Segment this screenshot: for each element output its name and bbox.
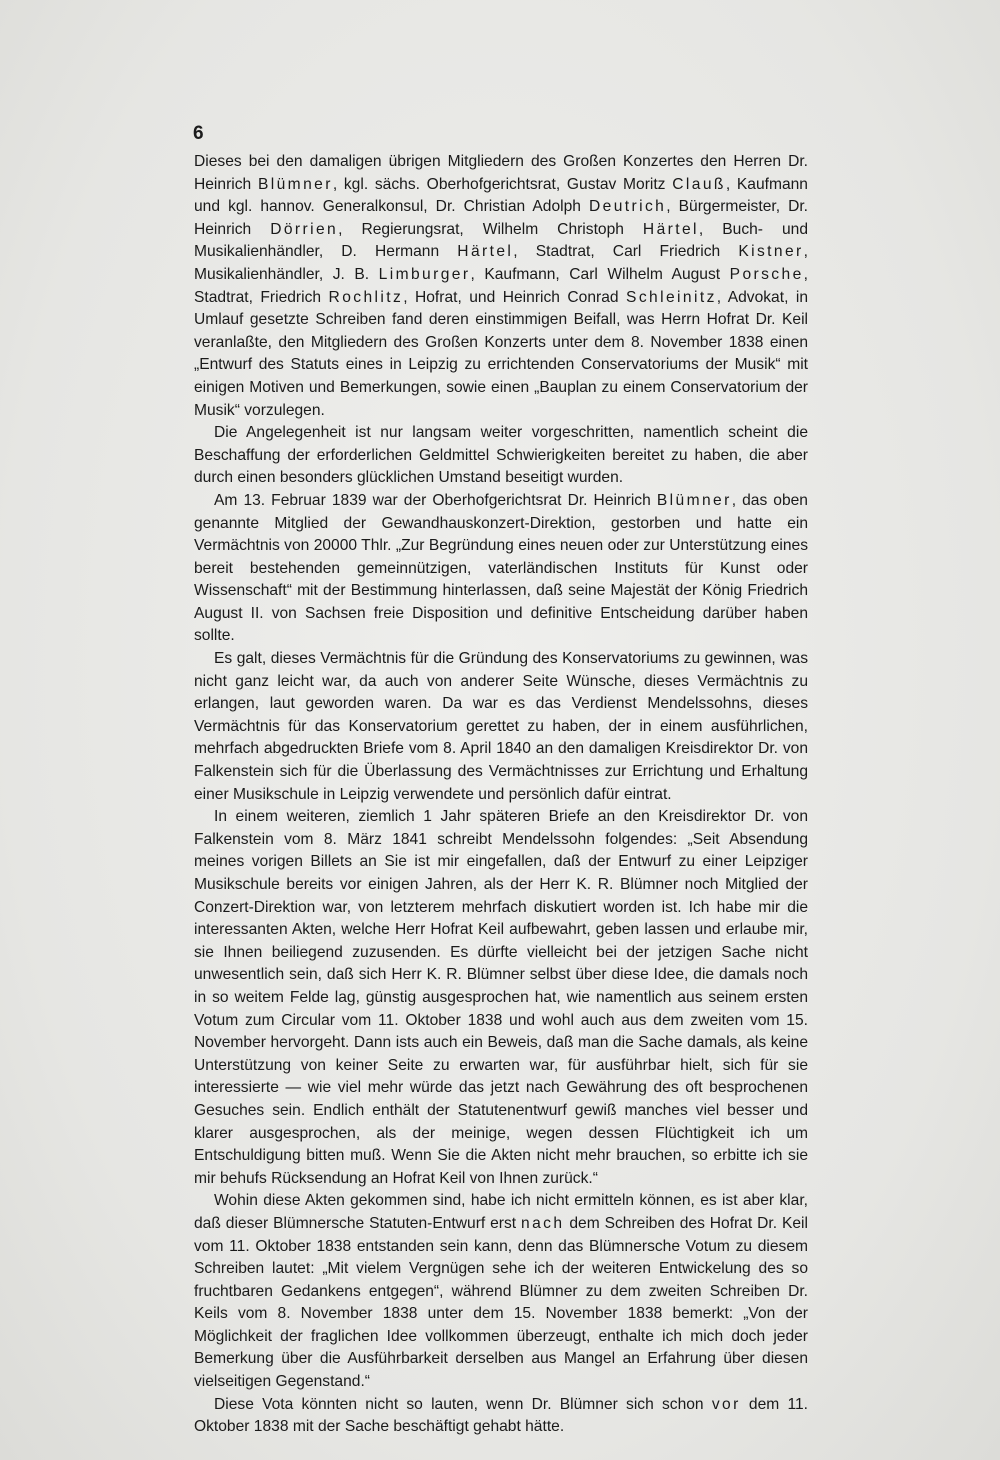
text-segment: Wohin diese Akten gekommen sind, habe ich nicht ermitteln können, es ist aber klar, daß dieser Blümnersche Statuten-Entwurf erst bbox=[194, 1192, 808, 1232]
text-segment: Die Angelegenheit ist nur langsam weiter vorgeschritten, namentlich scheint die Beschaffung der erforderlichen Geldmittel Schwierigkeiten bereitet zu haben, die aber durch einen besonders glücklichen Umstand beseitigt wurden. bbox=[194, 424, 808, 487]
paragraph bbox=[194, 1190, 808, 1393]
text-segment: Dieses bei den damaligen übrigen Mitgliedern des Großen Konzertes den Herren Dr. Heinrich bbox=[194, 153, 808, 193]
text-segment: , Kaufmann, Carl Wilhelm August bbox=[470, 265, 730, 283]
text-segment: , Bürgermeister, Dr. Heinrich bbox=[194, 198, 808, 238]
text-segment: , Buch- und Musikalienhändler, D. Hermann bbox=[194, 220, 808, 261]
text-segment: , Stadtrat, Friedrich bbox=[194, 265, 808, 306]
spaced-name: nach bbox=[521, 1214, 565, 1232]
text-segment: Diese Vota könnten nicht so lauten, wenn Dr. Blümner sich schon bbox=[214, 1395, 712, 1413]
spaced-name: Härtel bbox=[642, 220, 699, 238]
text-segment: Am 13. Februar 1839 war der Oberhofgerichtsrat Dr. Heinrich bbox=[214, 491, 657, 509]
text-segment: Es galt, dieses Vermächtnis für die Gründung des Konservatoriums zu gewinnen, was nicht ganz leicht war, da auch von anderer Seite Wünsche, dieses Vermächtnis zu erlangen, laut geworden waren. Da war es das Verdienst Mendelssohns, dieses Vermächtnis für das Konservatorium gerettet zu haben, der in einem ausführlichen, mehrfach abgedruckten Briefe vom 8. April 1840 an den damaligen Kreisdirektor Dr. von Falkenstein sich für die Überlassung des Vermächtnisses zur Errichtung und Erhaltung einer Musikschule in Leipzig verwendete und persönlich dafür eintrat. bbox=[194, 650, 808, 803]
body-text bbox=[194, 151, 808, 1439]
text-segment: dem Schreiben des Hofrat Dr. Keil vom 11. Oktober 1838 entstanden sein kann, denn das Blümnersche Votum zu diesem Schreiben lautet: „Mit vielem Vergnügen sehe ich der weiteren Entwickelung des so fruchtbaren Gedankens entgegen“, während Blümner zu dem zweiten Schreiben Dr. Keils vom 8. November 1838 unter dem 15. November 1838 bemerkt: „Von der Möglichkeit der fraglichen Idee vollkommen überzeugt, enthalte ich mich doch jeder Bemerkung über die Ausführbarkeit derselben aus Mangel an Erfahrung über diesen vielseitigen Gegenstand.“ bbox=[194, 1214, 808, 1391]
paragraph bbox=[194, 648, 808, 806]
spaced-name: Kistner bbox=[738, 243, 804, 261]
paragraph bbox=[194, 151, 808, 422]
text-segment: In einem weiteren, ziemlich 1 Jahr späteren Briefe an den Kreisdirektor Dr. von Falkenstein vom 8. März 1841 schreibt Mendelssohn folgendes: „Seit Absendung meines vorigen Billets an Sie ist mir eingefallen, daß der Entwurf zu einer Leipziger Musikschule bereits vor einigen Jahren, als der Herr K. R. Blümner noch Mitglied der Conzert-Direktion war, von letzterem mehrfach diskutiert worden ist. Ich habe mir die interessanten Akten, welche Herr Hofrat Keil aufbewahrt, geben lassen und erlaube mir, sie Ihnen beiliegend zuzusenden. Es dürfte vielleicht bei der jetzigen Sache nicht unwesentlich sein, daß sich Herr K. R. Blümner selbst über diese Idee, die damals noch in so weitem Felde lag, günstig ausgesprochen hat, wie namentlich aus seinem ersten Votum zum Circular vom 11. Oktober 1838 und wohl auch aus dem zweiten vom 15. November hervorgeht. Dann ists auch ein Beweis, daß man die Sache damals, als keine Unterstützung von keiner Seite zu erwarten war, für ausführbar hielt, sich für sie interessierte — wie viel mehr würde das jetzt nach Gewährung des oft besprochenen Gesuches sein. Endlich enthält der Statutenentwurf gewiß manches viel besser und klarer ausgesprochen, als der meinige, wegen dessen Flüchtigkeit ich um Entschuldigung bitten muß. Wenn Sie die Akten nicht mehr brauchen, so erbitte ich sie mir behufs Rücksendung an Hofrat Keil von Ihnen zurück.“ bbox=[194, 808, 808, 1187]
spaced-name: vor bbox=[711, 1395, 741, 1413]
spaced-name: Härtel bbox=[457, 243, 514, 261]
spaced-name: Clauß bbox=[672, 175, 726, 193]
text-segment: , Advokat, in Umlauf gesetzte Schreiben fand deren einstimmigen Beifall, was Herrn Hofrat Dr. Keil veranlaßte, den Mitgliedern des Großen Konzerts unter dem 8. November 1838 einen „Entwurf des Statuts eines in Leipzig zu errichtenden Conservatoriums der Musik“ mit einigen Motiven und Bemerkungen, sowie einen „Bauplan zu einem Conservatorium der Musik“ vorzulegen. bbox=[194, 288, 808, 419]
text-segment: , Regierungsrat, Wilhelm Christoph bbox=[338, 220, 643, 238]
text-segment: , Stadtrat, Carl Friedrich bbox=[513, 243, 739, 261]
paragraph bbox=[194, 422, 808, 490]
paragraph bbox=[194, 806, 808, 1190]
text-segment: dem 11. Oktober 1838 mit der Sache beschäftigt gehabt hätte. bbox=[194, 1395, 808, 1436]
spaced-name: Deutrich bbox=[588, 198, 667, 216]
spaced-name: Rochlitz bbox=[328, 288, 404, 306]
text-segment: , Kaufmann und kgl. hannov. Generalkonsul, Dr. Christian Adolph bbox=[194, 175, 808, 216]
paragraph bbox=[194, 490, 808, 648]
spaced-name: Blümner bbox=[656, 491, 732, 509]
spaced-name: Blümner bbox=[257, 175, 333, 193]
paragraph bbox=[194, 1394, 808, 1439]
text-segment: , Musikalienhändler, J. B. bbox=[194, 243, 808, 283]
text-segment: , Hofrat, und Heinrich Conrad bbox=[403, 288, 627, 306]
spaced-name: Dörrien bbox=[270, 220, 339, 238]
spaced-name: Porsche bbox=[729, 265, 804, 283]
page-number: 6 bbox=[193, 123, 204, 144]
text-segment: , kgl. sächs. Oberhofgerichtsrat, Gustav Moritz bbox=[332, 175, 673, 193]
text-segment: , das oben genannte Mitglied der Gewandhauskonzert-Direktion, gestorben und hatte ein Vermächtnis von 20000 Thlr. „Zur Begründung eines neuen oder zur Unterstützung eines bereit bestehenden gemeinnützigen, vaterländischen Instituts für Kunst oder Wissenschaft“ mit der Bestimmung hinterlassen, daß seine Majestät der König Friedrich August II. von Sachsen freie Disposition und definitive Entscheidung darüber haben sollte. bbox=[194, 491, 808, 645]
spaced-name: Schleinitz bbox=[626, 288, 717, 306]
spaced-name: Limburger bbox=[378, 265, 471, 283]
